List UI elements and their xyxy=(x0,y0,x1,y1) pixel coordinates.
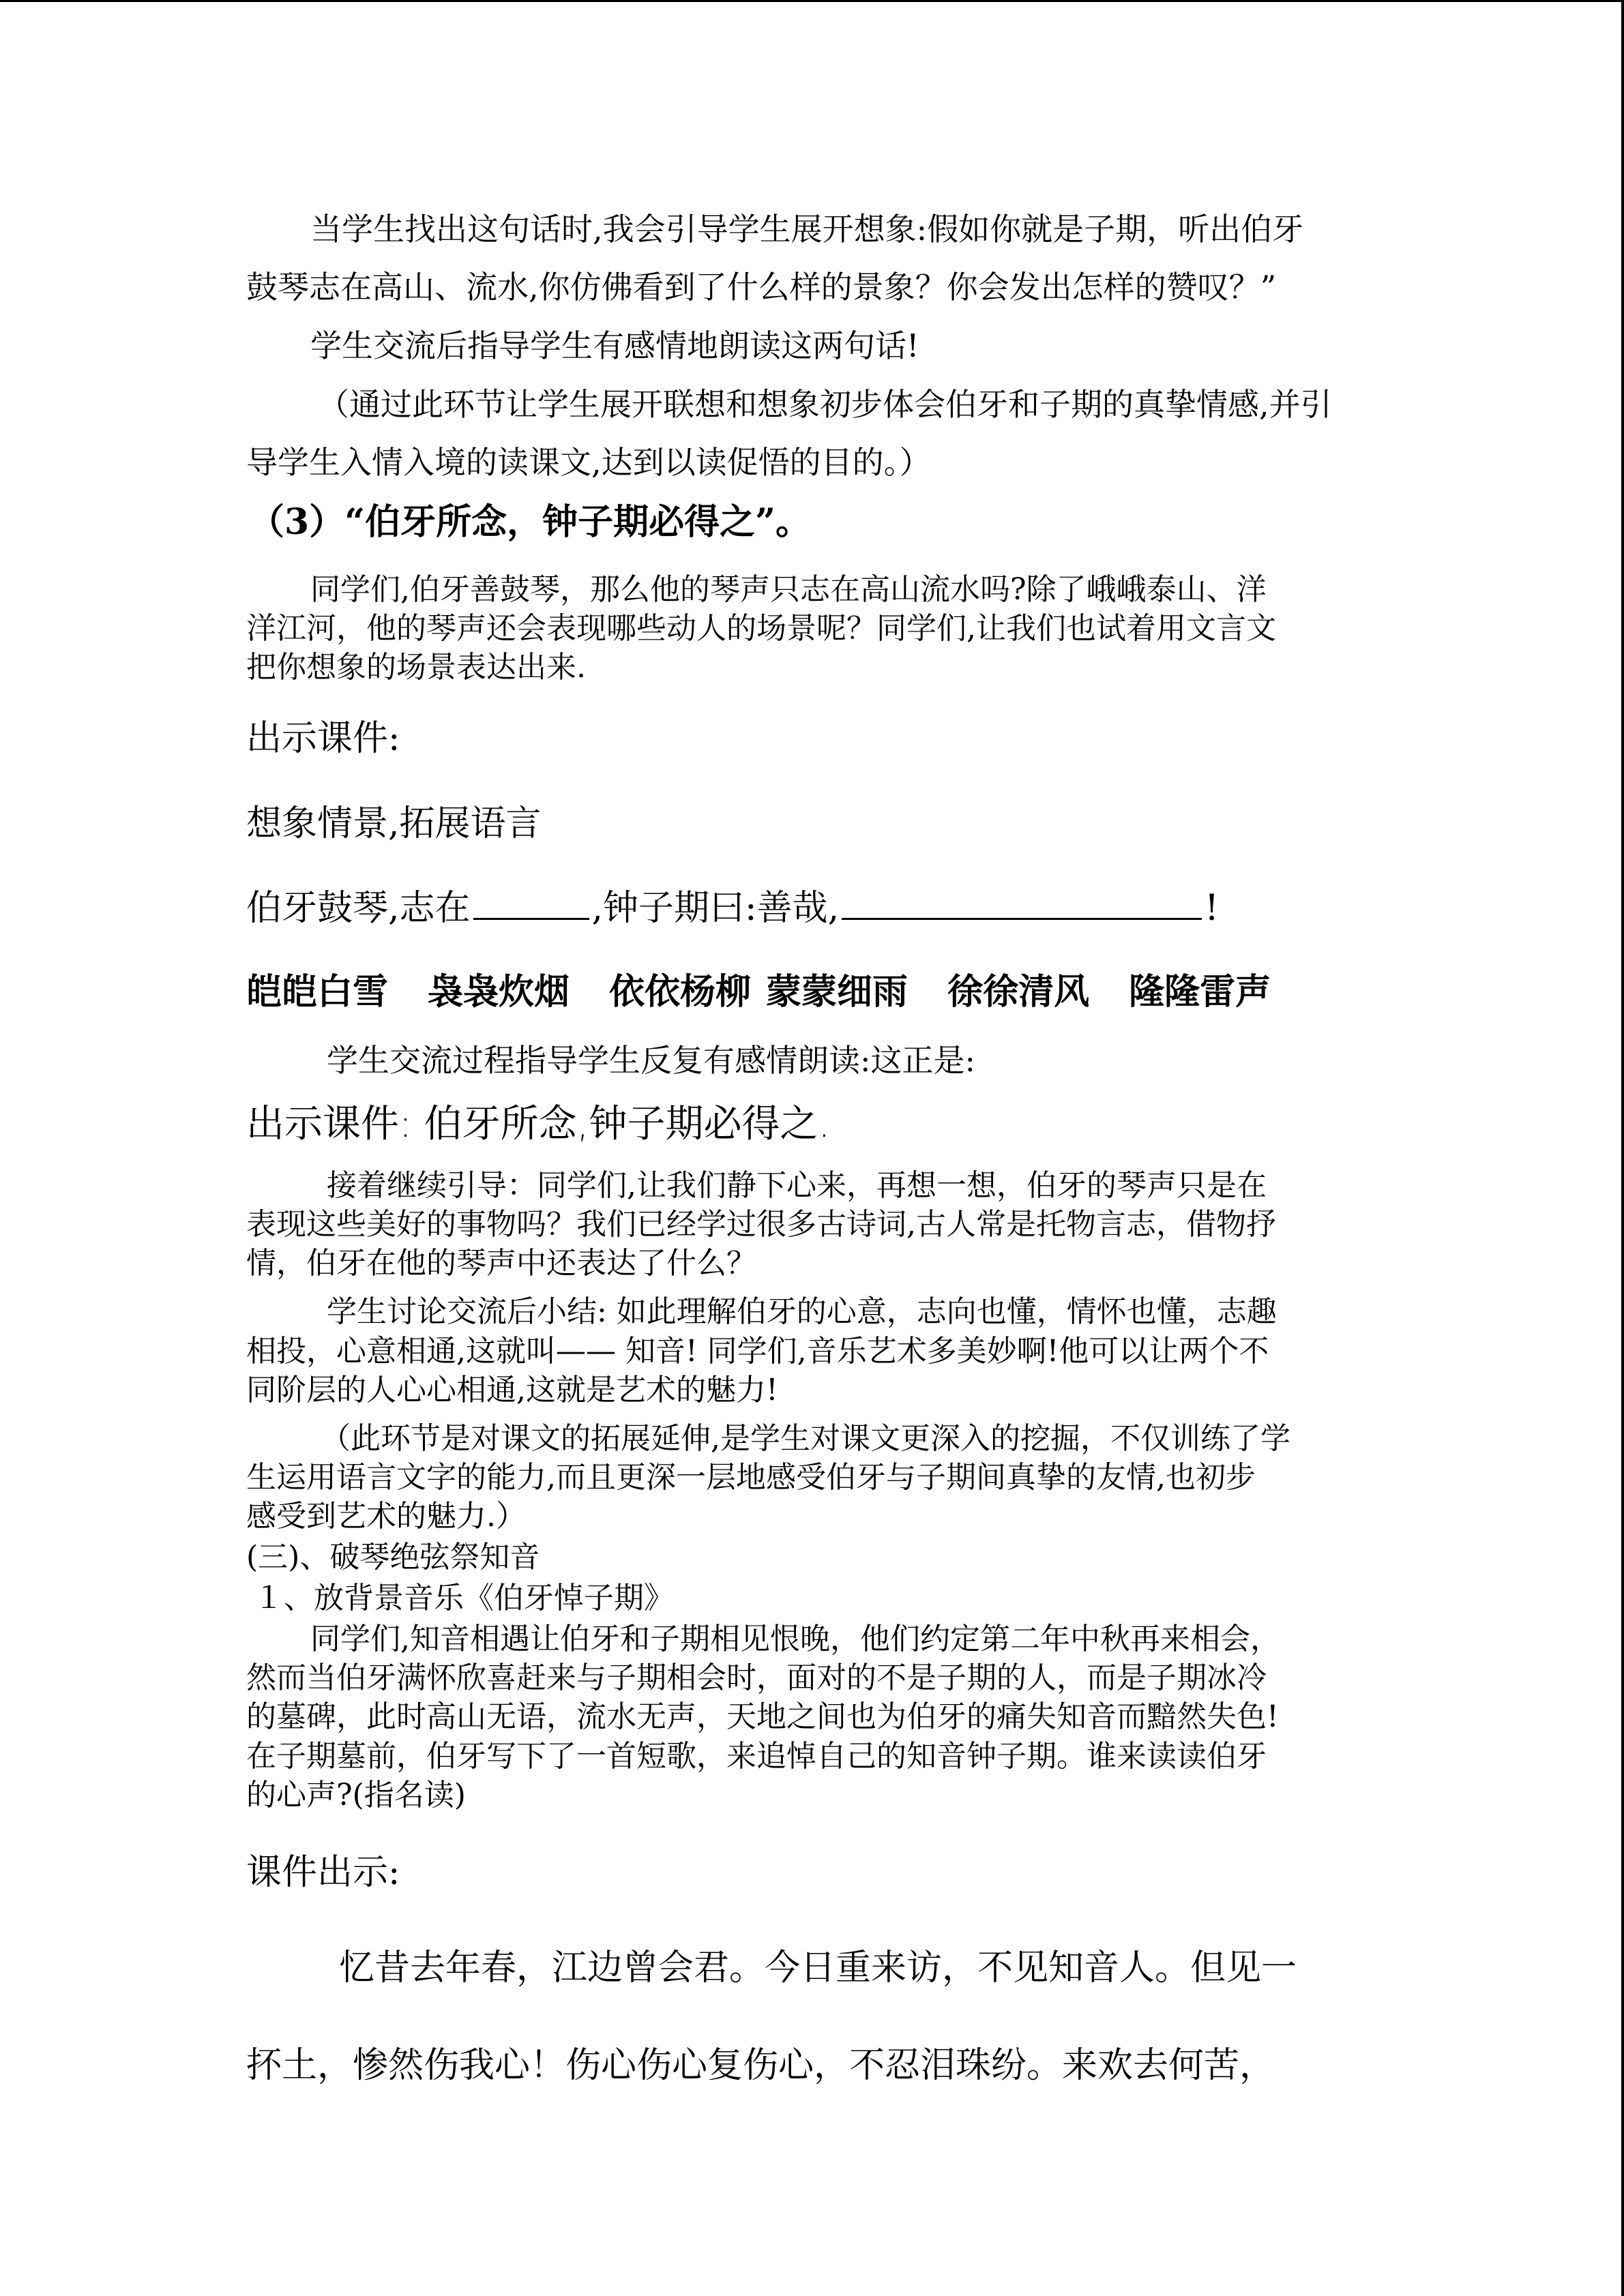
phrase-option: 徐徐清风 xyxy=(947,971,1090,1013)
paragraph-line: 同阶层的人心心相通,这就是艺术的魅力! xyxy=(246,1373,778,1407)
paragraph-line: 表现这些美好的事物吗？我们已经学过很多古诗词,古人常是托物言志，借物抒 xyxy=(246,1207,1276,1242)
paragraph-line: （此环节是对课文的拓展延伸,是学生对课文更深入的挖掘，不仅训练了学 xyxy=(321,1421,1290,1456)
courseware-quote: 出示课件: 伯牙所念,钟子期必得之. xyxy=(246,1102,831,1146)
page-right-border xyxy=(1621,0,1624,2296)
paragraph-line: 接着继续引导：同学们,让我们静下心来，再想一想，伯牙的琴声只是在 xyxy=(327,1168,1267,1203)
phrase-options xyxy=(246,971,1271,1013)
section-heading: (三)、破琴绝弦祭知音 xyxy=(246,1540,540,1575)
page-top-border xyxy=(0,0,1624,2)
poem-line: 抔土，惨然伤我心！伤心伤心复伤心，不忍泪珠纷。来欢去何苦， xyxy=(246,2045,1275,2086)
paragraph-line: 同学们,知音相遇让伯牙和子期相见恨晚，他们约定第二年中秋再来相会， xyxy=(310,1622,1280,1656)
paragraph-line: 同学们,伯牙善鼓琴，那么他的琴声只志在高山流水吗?除了峨峨泰山、洋 xyxy=(310,572,1267,607)
phrase-option: 蒙蒙细雨 xyxy=(766,971,909,1013)
imagine-heading: 想象情景,拓展语言 xyxy=(246,803,542,844)
poem-line: 忆昔去年春，江边曾会君。今日重来访，不见知音人。但见一 xyxy=(339,1948,1297,1988)
fill-in-sentence xyxy=(246,888,1220,929)
paragraph-line: 导学生入情入境的读课文,达到以读促悟的目的。） xyxy=(246,444,931,481)
fill-part-3: ! xyxy=(1205,888,1220,929)
paragraph-line: 相投，心意相通,这就叫—— 知音! 同学们,音乐艺术多美妙啊!他可以让两个不 xyxy=(246,1334,1269,1369)
paragraph-line: 感受到艺术的魅力.） xyxy=(246,1499,526,1534)
fill-part-1: 伯牙鼓琴,志在 xyxy=(246,888,471,929)
paragraph-line: 的墓碑，此时高山无语，流水无声，天地之间也为伯牙的痛失知音而黯然失色! xyxy=(246,1699,1279,1734)
paragraph-line: 学生交流过程指导学生反复有感情朗读:这正是: xyxy=(327,1042,975,1079)
section-heading: （3）“伯牙所念，钟子期必得之”。 xyxy=(249,501,812,543)
phrase-option: 袅袅炊烟 xyxy=(428,971,570,1013)
paragraph-line: 生运用语言文字的能力,而且更深一层地感受伯牙与子期间真挚的友情,也初步 xyxy=(246,1460,1256,1495)
fill-blank-1 xyxy=(473,889,589,920)
paragraph-line: （通过此环节让学生展开联想和想象初步体会伯牙和子期的真挚情感,并引 xyxy=(318,386,1332,423)
list-item: １、放背景音乐《伯牙悼子期》 xyxy=(254,1581,674,1615)
paragraph-line: 洋江河，他的琴声还会表现哪些动人的场景呢？同学们,让我们也试着用文言文 xyxy=(246,611,1276,646)
paragraph-line: 然而当伯牙满怀欣喜赶来与子期相会时，面对的不是子期的人，而是子期冰冷 xyxy=(246,1660,1267,1695)
courseware-label: 出示课件: xyxy=(246,718,400,759)
paragraph-line: 当学生找出这句话时,我会引导学生展开想象:假如你就是子期，听出伯牙 xyxy=(310,211,1304,248)
paragraph-line: 学生讨论交流后小结: 如此理解伯牙的心意，志向也懂，情怀也懂，志趣 xyxy=(327,1294,1277,1329)
phrase-option: 皑皑白雪 xyxy=(246,971,389,1013)
fill-part-2: ,钟子期曰:善哉, xyxy=(591,888,840,929)
paragraph-line: 在子期墓前，伯牙写下了一首短歌，来追悼自己的知音钟子期。谁来读读伯牙 xyxy=(246,1739,1267,1774)
paragraph-line: 鼓琴志在高山、流水,你仿佛看到了什么样的景象？你会发出怎样的赞叹？” xyxy=(246,269,1277,305)
paragraph-line: 的心声?(指名读) xyxy=(246,1778,466,1813)
phrase-option: 依依杨柳 xyxy=(609,971,752,1013)
courseware-label: 课件出示: xyxy=(246,1852,400,1893)
paragraph-line: 情，伯牙在他的琴声中还表达了什么？ xyxy=(246,1246,756,1281)
fill-blank-2 xyxy=(842,889,1202,920)
paragraph-line: 把你想象的场景表达出来. xyxy=(246,650,586,685)
phrase-option: 隆隆雷声 xyxy=(1129,971,1271,1013)
paragraph-line: 学生交流后指导学生有感情地朗读这两句话! xyxy=(310,327,919,364)
